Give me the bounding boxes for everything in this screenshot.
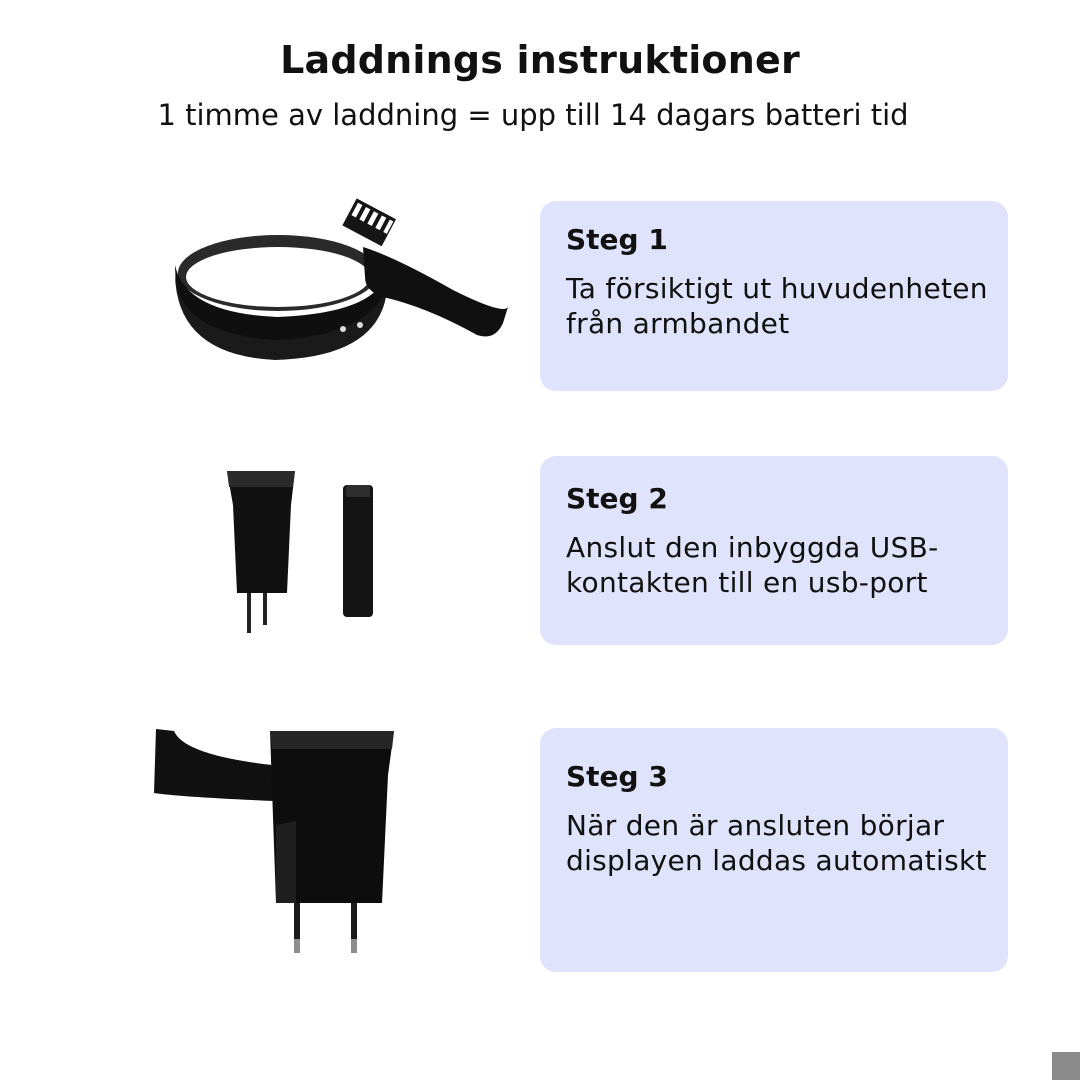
corner-square	[1052, 1052, 1080, 1080]
page-subtitle: 1 timme av laddning = upp till 14 dagars batteri tid	[157, 98, 909, 132]
page-title: Laddnings instruktioner	[280, 38, 800, 82]
step-text: Anslut den inbyggda USB-kontakten till en usb-port	[566, 531, 939, 599]
plugged-charger-icon	[150, 725, 400, 965]
charger-and-usb-icon	[215, 465, 395, 640]
step-title: Steg 1	[566, 223, 668, 256]
step-text: Ta försiktigt ut huvudenheten från armbandet	[566, 272, 988, 340]
wristband-icon	[165, 195, 525, 375]
step-card-3	[540, 728, 1008, 972]
step-text: När den är ansluten börjar displayen laddas automatiskt	[566, 809, 987, 877]
step-title: Steg 3	[566, 760, 668, 793]
step-card-2	[540, 456, 1008, 645]
step-title: Steg 2	[566, 482, 668, 515]
step-card-1	[540, 201, 1008, 391]
